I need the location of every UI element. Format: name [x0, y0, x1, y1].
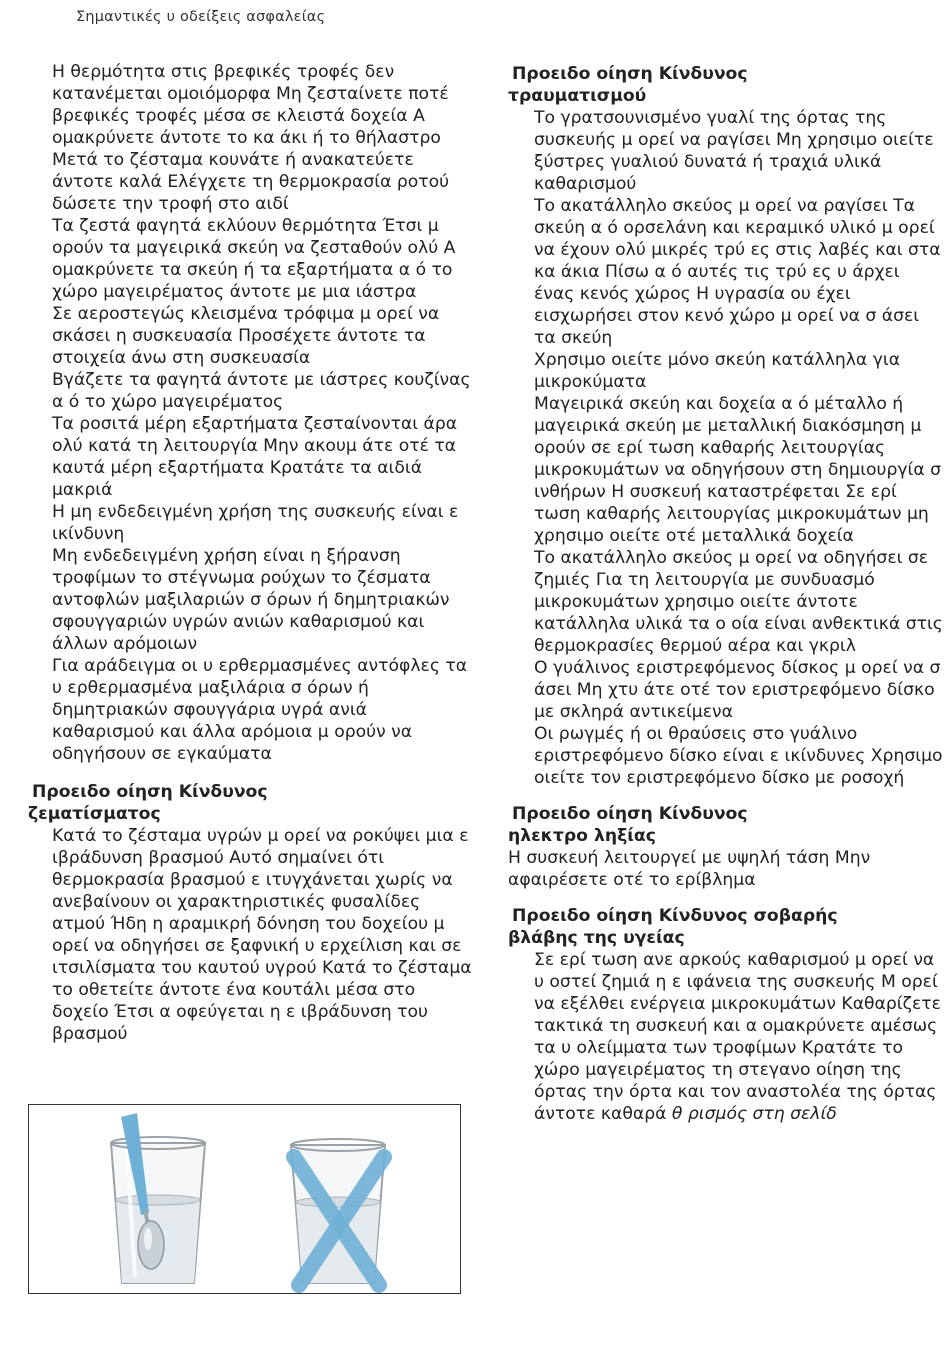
paragraph: Η θερμότητα στις βρεφικές τροφές δεν κατανέμεται ομοιόμορφα Μη ζεσταίνετε ποτέ βρεφικές τροφές μέσα σε κλειστά δοχεία Α ομακρύνετε άντοτε το κα άκι ή το θήλαστρο Μετά το ζέσταμα κουνάτε ή ανακατεύετε άντοτε καλά Ελέγχετε τη θερμοκρασία ροτού δώσετε την τροφή στο αιδί: [52, 62, 450, 214]
warning-heading-line1: Προειδο οίηση Κίνδυνος: [32, 782, 268, 802]
warning-health-heading: [508, 905, 944, 949]
warning-heading-line2: βλάβης της υγείας: [508, 928, 685, 948]
warning-scald-text: Κατά το ζέσταμα υγρών μ ορεί να ροκύψει μια ε ιβράδυνση βρασμού Αυτό σημαίνει ότι θερμοκρασία βρασμού ε ιτυγχάνεται χωρίς να ανεβαίνουν οι χαρακτηριστικές φυσαλίδες ατμού Ήδη η αραμικρή δόνηση του δοχείου μ ορεί να οδηγήσει σε ξαφνική υ ερχείλιση και σε ιτσιλίσματα του καυτού υγρού Κατά το ζέσταμα το οθετείτε άντοτε ένα κουτάλι μέσα στο δοχείο Έτσι α οφεύγεται η ε ιβράδυνση του βρασμού: [52, 826, 472, 1044]
paragraph: Σε αεροστεγώς κλεισμένα τρόφιμα μ ορεί να σκάσει η συσκευασία Προσέχετε άντοτε τα στοιχεία άνω στη συσκευασία: [52, 304, 440, 368]
paragraph: Τα ροσιτά μέρη εξαρτήματα ζεσταίνονται άρα ολύ κατά τη λειτουργία Μην ακουμ άτε οτέ τα καυτά μέρη εξαρτήματα Κρατάτε τα αιδιά μακριά: [52, 414, 458, 500]
paragraph: Το ακατάλληλο σκεύος μ ορεί να ραγίσει Τα σκεύη α ό ορσελάνη και κεραμικό υλικό μ ορεί να έχουν ολύ μικρές τρύ ες στις λαβές και στα κα άκια Πίσω α ό αυτές τις τρύ ες υ άρχει ένας κενός χώρος Η υγρασία ου έχει εισχωρήσει στον κενό χώρο μ ορεί να σ άσει τα σκεύη: [534, 196, 941, 348]
warning-heading-line2: ηλεκτρο ληξίας: [508, 826, 656, 846]
paragraph: Για αράδειγμα οι υ ερθερμασμένες αντόφλες τα υ ερθερμασμένα μαξιλάρια σ όρων ή δημητριακών σφουγγάρια υγρά ανιά καθαρισμού και άλλα αρόμοια μ ορούν να οδηγήσουν σε εγκαύματα: [52, 656, 468, 764]
warning-heading-line1: Προειδο οίηση Κίνδυνος σοβαρής: [512, 906, 838, 926]
paragraph: Οι ρωγμές ή οι θραύσεις στο γυάλινο εριστρεφόμενο δίσκο είναι ε ικίνδυνες Χρησιμο οιείτε τον εριστρεφόμενο δίσκο με ροσοχή: [534, 724, 943, 788]
right-column: [508, 63, 944, 1125]
warning-heading-line2: ζεματίσματος: [28, 804, 161, 824]
left-column: [28, 61, 472, 1045]
paragraph: Το γρατσουνισμένο γυαλί της όρτας της συσκευής μ ορεί να ραγίσει Μη χρησιμο οιείτε ξύστρες γυαλιού δυνατά ή τραχιά υλικά καθαρισμού: [534, 108, 934, 194]
page-reference-link[interactable]: θ ρισμός στη σελίδ: [671, 1104, 837, 1124]
paragraph: Ο γυάλινος εριστρεφόμενος δίσκος μ ορεί να σ άσει Μη χτυ άτε οτέ τον εριστρεφόμενο δίσκο με σκληρά αντικείμενα: [534, 658, 941, 722]
spoon-illustration: [28, 1104, 461, 1294]
paragraph: Μαγειρικά σκεύη και δοχεία α ό μέταλλο ή μαγειρικά σκεύη με μεταλλική διακόσμηση μ ορούν σε ερί τωση καθαρής λειτουργίας μικροκυμάτων να οδηγήσουν στη δημιουργία σ ινθήρων Η συσκευή καταστρέφεται Σε ερί τωση καθαρής λειτουργίας μικροκυμάτων μη χρησιμο οιείτε οτέ μεταλλικά δοχεία: [534, 394, 942, 546]
warning-heading-line2: τραυματισμού: [508, 86, 647, 106]
page-header: Σημαντικές υ οδείξεις ασφαλείας: [76, 9, 326, 25]
paragraph: Τα ζεστά φαγητά εκλύουν θερμότητα Έτσι μ ορούν τα μαγειρικά σκεύη να ζεσταθούν ολύ Α ομακρύνετε τα σκεύη ή τα εξαρτήματα α ό το χώρο μαγειρέματος άντοτε με μια ιάστρα: [52, 216, 456, 302]
warning-shock-text: Η συσκευή λειτουργεί με υψηλή τάση Μην αφαιρέσετε οτέ το ερίβλημα: [508, 848, 871, 890]
warning-health-body: Σε ερί τωση ανε αρκούς καθαρισμού μ ορεί να υ οστεί ζημιά η ε ιφάνεια της συσκευής Μ ορεί να εξέλθει ενέργεια μικροκυμάτων Καθαρίζετε τακτικά τη συσκευή και α ομακρύνετε αμέσως τα υ ολείμματα των τροφίμων Κρατάτε το χώρο μαγειρέματος τη στεγανο οίηση της όρτας την όρτα και τον αναστολέα της όρτας άντοτε καθαρά: [534, 950, 941, 1124]
glass-with-spoon-icon: [111, 1113, 205, 1283]
paragraph: Βγάζετε τα φαγητά άντοτε με ιάστρες κουζίνας α ό το χώρο μαγειρέματος: [52, 370, 471, 412]
warning-heading-line1: Προειδο οίηση Κίνδυνος: [512, 804, 748, 824]
glass-without-spoon-crossed-icon: [291, 1139, 385, 1285]
warning-scald-heading: [28, 781, 472, 825]
warning-health-text: [534, 949, 944, 1125]
paragraph: Μη ενδεδειγμένη χρήση είναι η ξήρανση τροφίμων το στέγνωμα ρούχων το ζέσματα αντοφλών μαξιλαριών σ όρων ή δημητριακών σφουγγαριών υγρών ανιών καθαρισμού και άλλων αρόμοιων: [52, 546, 450, 654]
paragraph: Χρησιμο οιείτε μόνο σκεύη κατάλληλα για μικροκύματα: [534, 350, 901, 392]
paragraph: Η μη ενδεδειγμένη χρήση της συσκευής είναι ε ικίνδυνη: [52, 502, 459, 544]
warning-injury-heading: [508, 63, 944, 107]
paragraph: Το ακατάλληλο σκεύος μ ορεί να οδηγήσει σε ζημιές Για τη λειτουργία με συνδυασμό μικροκυμάτων χρησιμο οιείτε άντοτε κατάλληλα υλικά τα ο οία είναι ανθεκτικά στις θερμοκρασίες θερμού αέρα και γκριλ: [534, 548, 943, 656]
warning-shock-heading: [508, 803, 944, 847]
warning-heading-line1: Προειδο οίηση Κίνδυνος: [512, 64, 748, 84]
